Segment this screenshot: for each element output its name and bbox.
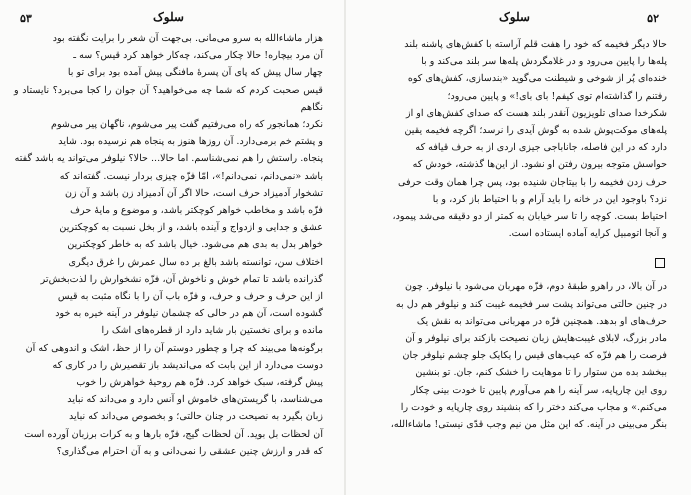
text-line: فرصت را هم فزّه که عیب‌های قیس را یکایک جلو چشم نیلوفر جان: [402, 350, 667, 362]
right-page: [346, 0, 691, 495]
text-line: مادر بزرگ، لابلای غیبت‌هایش زبان نصیحت بازکند برای نیلوفر و آن: [405, 333, 667, 345]
text-line: نزد؟ باوجود این در خانه را باید آرام و با احتیاط باز کرد، و با: [432, 193, 667, 205]
text-line: می‌کنم.» و مجاب می‌کند دختر را که بنشیند روی چارپایه و خودت را: [400, 401, 667, 413]
text-line: حواسش متوجه بیرون رفتن او نشود. از این‌ها گذشته، خودش که: [412, 159, 667, 171]
text-line: شکرخدا صدای تلویزیون آنقدر بلند هست که صدای کفش‌های او از: [405, 107, 667, 119]
left-page-body: [14, 30, 323, 460]
text-line: خنده‌ای پُر از شوخی و شیطنت می‌گوید «بندسازی، کفش‌های کوه: [407, 73, 667, 85]
text-line: پیش گرفته، سبک خواهد کرد. فزّه هم روحیهٔ خواهرش را خوب: [76, 377, 323, 389]
text-line: پنجاه. راستش را هم نمی‌شناسم. اما حالا... حالا؟ نیلوفر می‌تواند یه باشد گفته: [14, 153, 323, 165]
running-title-left: سلوک: [153, 10, 184, 24]
text-line: حالا دیگر فخیمه که خود را هفت قلم آراسته با کفش‌های پاشنه بلند: [404, 39, 667, 50]
text-line: مانده و برای نخستین بار شاید دارد از قطره‌های اشک را: [101, 325, 323, 337]
text-line: روی این چارپایه، سر آینه را هم می‌آورم پایین تا خودت بینی چکار: [411, 384, 667, 396]
left-page-header: [14, 4, 323, 30]
text-line: حرف زدن فخیمه را با بیتاجان شنیده بود، پس چرا همان وقت حرفی: [398, 176, 667, 188]
right-page-header: [362, 4, 667, 30]
text-line: در آن بالا، در راهرو طبقهٔ دوم، فزّه مهربان می‌شود با نیلوفر. چون: [405, 281, 667, 293]
text-line: و پشتم خم برمی‌دارد. آن روزها هنوز به پنجاه هم نرسیده بود. شاید: [58, 136, 323, 148]
text-line: حرف‌های او بدهد. همچنین فزّه در مهربانی می‌تواند به نقش یک: [416, 315, 667, 327]
section-a: [362, 36, 667, 242]
text-line: احتیاط بست. کوچه را تا سر خیابان به کمتر از دو دقیقه می‌شد پیمود،: [392, 211, 667, 223]
text-line: گشوده است، آن هم در حالی که چشمان نیلوفر در آینه خیره به خود: [55, 308, 323, 320]
right-page-body: [362, 36, 667, 433]
text-line: برگونه‌ها می‌بیند که چرا و چطور دوستم آن را از حظ، اشک و اندوهی که آن: [25, 342, 323, 354]
text-line: بنگر می‌بینی در آینه. که این مثل من نیم وجب قدّی نیستی! ماشاءالله،: [390, 419, 667, 431]
text-line: رفتنم را گذاشته‌ام توی کیفم! بای بای!» و پایین می‌رود؛: [447, 90, 667, 102]
left-page: [0, 0, 345, 495]
text-line: خواهر بدل به بدی هم می‌شود. خیال باشد که به خاطر کوچکترین: [67, 239, 323, 251]
text-line: که قدر و ارزش چنین عشقی را نمی‌دانی و به آن احترام می‌گذاری؟: [56, 445, 323, 457]
text-line: باشد «نمی‌دانم، نمی‌دانم!»، امّا فزّه چیزی بردار نیست. گفته‌اند که: [59, 170, 323, 182]
page-number-right: ۵۲: [647, 12, 659, 25]
page-number-left: ۵۳: [20, 12, 32, 25]
text-line: می‌شناسد، با گریستن‌های خاموش او آنس دارد و می‌داند که نباید: [67, 394, 323, 406]
text-line: چهار سال پیش که پای آن پسرهٔ مافنگی پیش آمده بود برای تو با: [67, 67, 323, 79]
text-line: گذرانده باشد تا تمام خوش و ناخوش آن، فزّه نشخوارش را لذت‌بخش‌تر: [40, 273, 323, 285]
text-line: دارد که در این فاصله، جاناباجی جیزی اردی از به حرف قیافه که: [415, 142, 667, 154]
section-b: [362, 278, 667, 433]
text-line: آن لحظات بل بوید. آن لحظات گیج، فزّه بارها و به کرات برزبان آورده است: [24, 428, 323, 440]
text-line: دوست می‌دارد از این بابت که می‌اندیشد باز تقصیرش را در کاری که: [52, 359, 323, 371]
text-line: آن مرد بیچاره! حالا چکار می‌کند، چه‌کار خواهد کرد قیس؟ سه ـ: [73, 50, 323, 62]
text-line: ببخشد بده من ستوار را تا موهایت را خشک کنم، جان. تو بنشین: [415, 367, 667, 379]
text-line: نکرد؛ همانجور که راه می‌رفتیم گفت پیر می‌شوم، ناگهان پیر می‌شوم: [51, 119, 323, 131]
text-line: زبان بگیرد به نصیحت در چنان حالتی؛ و بخصوص می‌داند که نباید: [68, 411, 323, 423]
text-line: قیس صحبت کردم که شما چه می‌خواهید؟ آن جوان را کجا می‌برد؟ نایستاد و نگاهم: [14, 84, 323, 113]
text-line: و آنجا اتومبیل کرایه آماده ایستاده است.: [508, 228, 667, 240]
text-line: عشق و جدایی و ازدواج و آینده باشد، و از بخل نسبت به کوچکترین: [59, 222, 323, 234]
text-line: پله‌ها را پایین می‌رود و در غلامگردش پله‌ها سر بلند می‌کند و با: [421, 56, 667, 68]
text-line: فزّه باشد و مخاطب خواهر کوچکتر باشد، و موضوع و مایهٔ حرف: [70, 205, 323, 217]
text-line: اختلاف سن، توانسته باشد بالغ بر ده سال عمرش را غرق دیگری: [68, 256, 323, 268]
section-separator-square: [655, 258, 665, 268]
running-title-right: سلوک: [499, 10, 530, 24]
text-line: تشخوار آدمیزاد حرف است، حالا اگر آن آدمیزاد زن باشد و آن زن: [65, 187, 323, 199]
text-line: در چنین حالتی می‌تواند پشت سر فخیمه غیبت کند و نیلوفر هم دل به: [395, 298, 667, 310]
text-line: پله‌های موکت‌پوش شده به گوش آیدی را نرسد؛ اگرچه فخیمه یقین: [404, 125, 667, 137]
text-line: هزار ماشاءالله به سرو می‌مانی. بی‌جهت آن شعر را برایت نگفته بود: [52, 33, 323, 44]
text-line: از این حرف و حرف و حرف، و فزّه باب آن را با نگاه مثبت به قیس: [57, 291, 323, 303]
